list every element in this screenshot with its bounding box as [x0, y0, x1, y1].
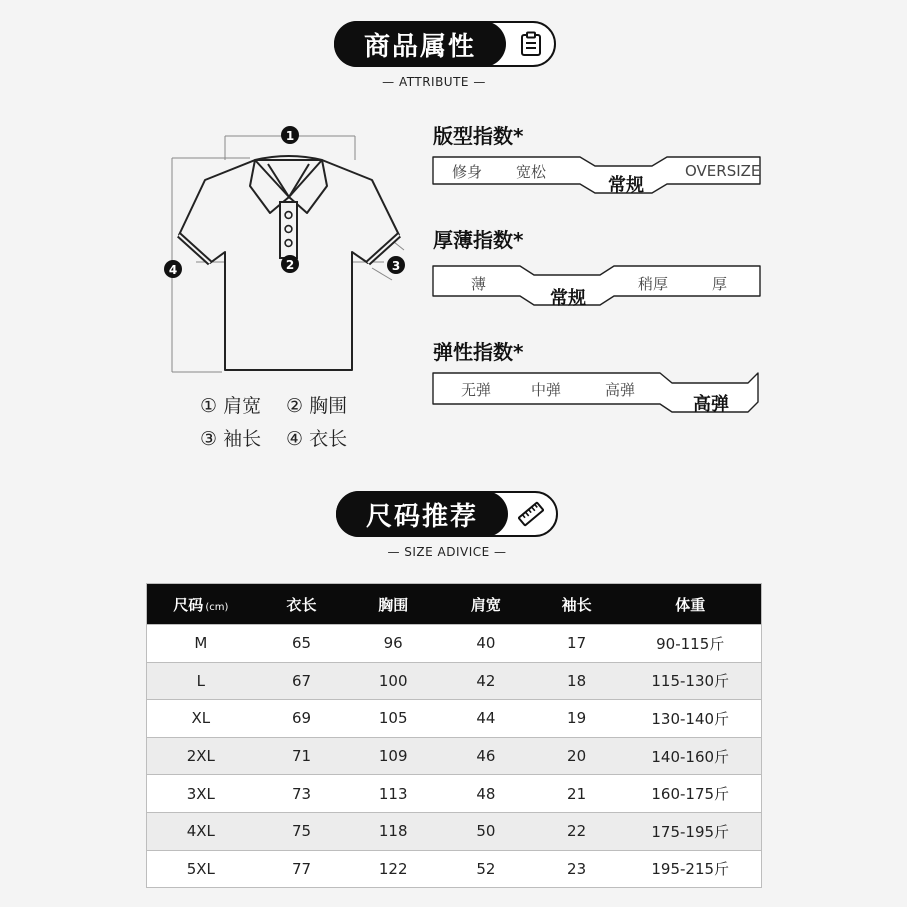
section-title: 商品属性 [334, 21, 506, 67]
cell-length: 71 [291, 747, 312, 766]
cell-shoulder: 42 [476, 671, 496, 690]
cell-length: 77 [291, 859, 312, 878]
svg-text:2: 2 [285, 258, 295, 272]
cell-sleeve: 23 [567, 859, 587, 878]
cell-weight: 90-115斤 [656, 634, 725, 653]
cell-shoulder: 52 [476, 859, 496, 878]
ruler-icon [518, 501, 544, 527]
cell-shoulder: 46 [476, 747, 496, 766]
section-subtitle: — SIZE ADIVICE — [387, 545, 507, 559]
cell-shoulder: 44 [476, 709, 496, 728]
cell-weight: 195-215斤 [651, 860, 730, 879]
cell-chest: 122 [378, 859, 408, 878]
cell-size: 2XL [186, 747, 215, 766]
legend-chest: ② 胸围 [286, 395, 348, 417]
section-subtitle: — ATTRIBUTE — [382, 75, 486, 89]
cell-chest: 96 [383, 634, 403, 653]
header-size: 尺码 (cm) [173, 595, 229, 614]
polo-shirt-diagram [160, 118, 420, 380]
cell-length: 67 [291, 671, 312, 690]
cell-length: 73 [291, 784, 312, 803]
cell-weight: 175-195斤 [651, 822, 730, 841]
cell-size: 3XL [186, 784, 215, 803]
cell-chest: 109 [378, 747, 408, 766]
legend-sleeve-length: ③ 袖长 [200, 428, 262, 450]
cell-length: 75 [291, 822, 312, 841]
thickness-option-slightly-thick: 稍厚 [638, 275, 669, 293]
cell-weight: 115-130斤 [651, 672, 730, 691]
clipboard-icon [518, 31, 544, 57]
size-table [146, 583, 762, 888]
cell-weight: 130-140斤 [651, 709, 730, 728]
cell-chest: 105 [378, 709, 408, 728]
attributes-section-header [334, 21, 556, 67]
header-weight: 体重 [675, 595, 706, 614]
elasticity-index-title: 弹性指数* [433, 340, 524, 364]
elasticity-index-scale [430, 370, 764, 420]
cell-sleeve: 17 [567, 634, 587, 653]
cell-sleeve: 22 [567, 822, 587, 841]
svg-text:4: 4 [168, 263, 178, 277]
diagram-marker-3 [387, 256, 405, 274]
diagram-marker-2 [281, 255, 299, 273]
thickness-option-thick: 厚 [712, 275, 728, 293]
cell-size: L [196, 671, 205, 690]
header-sleeve: 袖长 [561, 595, 592, 614]
table-row [147, 850, 761, 888]
elasticity-option-high: 高弹 [605, 381, 636, 399]
fit-option-regular: 常规 [608, 175, 644, 196]
elasticity-option-none: 无弹 [461, 381, 492, 399]
cell-sleeve: 21 [567, 784, 587, 803]
cell-sleeve: 18 [567, 671, 587, 690]
table-row [147, 737, 761, 775]
cell-shoulder: 48 [476, 784, 496, 803]
cell-chest: 118 [378, 822, 408, 841]
section-title: 尺码推荐 [336, 491, 508, 537]
cell-length: 65 [291, 634, 312, 653]
thickness-option-thin: 薄 [471, 275, 487, 293]
table-row [147, 812, 761, 850]
cell-shoulder: 50 [476, 822, 496, 841]
table-row [147, 624, 761, 662]
header-length: 衣长 [286, 595, 317, 614]
thickness-index-title: 厚薄指数* [433, 228, 524, 252]
elasticity-option-medium: 中弹 [531, 381, 562, 399]
cell-size: M [194, 634, 208, 653]
header-shoulder: 肩宽 [470, 595, 501, 614]
cell-size: 4XL [186, 822, 215, 841]
legend-shoulder-width: ① 肩宽 [200, 395, 262, 417]
table-row [147, 699, 761, 737]
cell-size: XL [191, 709, 211, 728]
diagram-marker-4 [164, 260, 182, 278]
cell-sleeve: 19 [567, 709, 587, 728]
cell-weight: 140-160斤 [651, 747, 730, 766]
cell-size: 5XL [186, 859, 215, 878]
cell-shoulder: 40 [476, 634, 496, 653]
cell-chest: 113 [378, 784, 408, 803]
cell-weight: 160-175斤 [651, 785, 730, 804]
fit-index-scale [430, 150, 764, 200]
table-header [147, 584, 761, 624]
svg-text:3: 3 [391, 259, 401, 273]
cell-chest: 100 [378, 671, 408, 690]
svg-text:1: 1 [285, 129, 295, 143]
fit-option-oversize: OVERSIZE [685, 162, 761, 180]
table-row [147, 774, 761, 812]
thickness-option-regular: 常规 [550, 288, 586, 309]
diagram-marker-1 [281, 126, 299, 144]
size-section-header [336, 491, 558, 537]
table-row [147, 662, 761, 700]
fit-index-title: 版型指数* [433, 124, 524, 148]
fit-option-loose: 宽松 [516, 163, 547, 181]
thickness-index-scale [430, 262, 764, 312]
cell-length: 69 [291, 709, 312, 728]
elasticity-option-high-selected: 高弹 [693, 394, 729, 415]
legend-body-length: ④ 衣长 [286, 428, 348, 450]
header-chest: 胸围 [378, 595, 409, 614]
cell-sleeve: 20 [567, 747, 587, 766]
fit-option-slim: 修身 [452, 163, 483, 181]
